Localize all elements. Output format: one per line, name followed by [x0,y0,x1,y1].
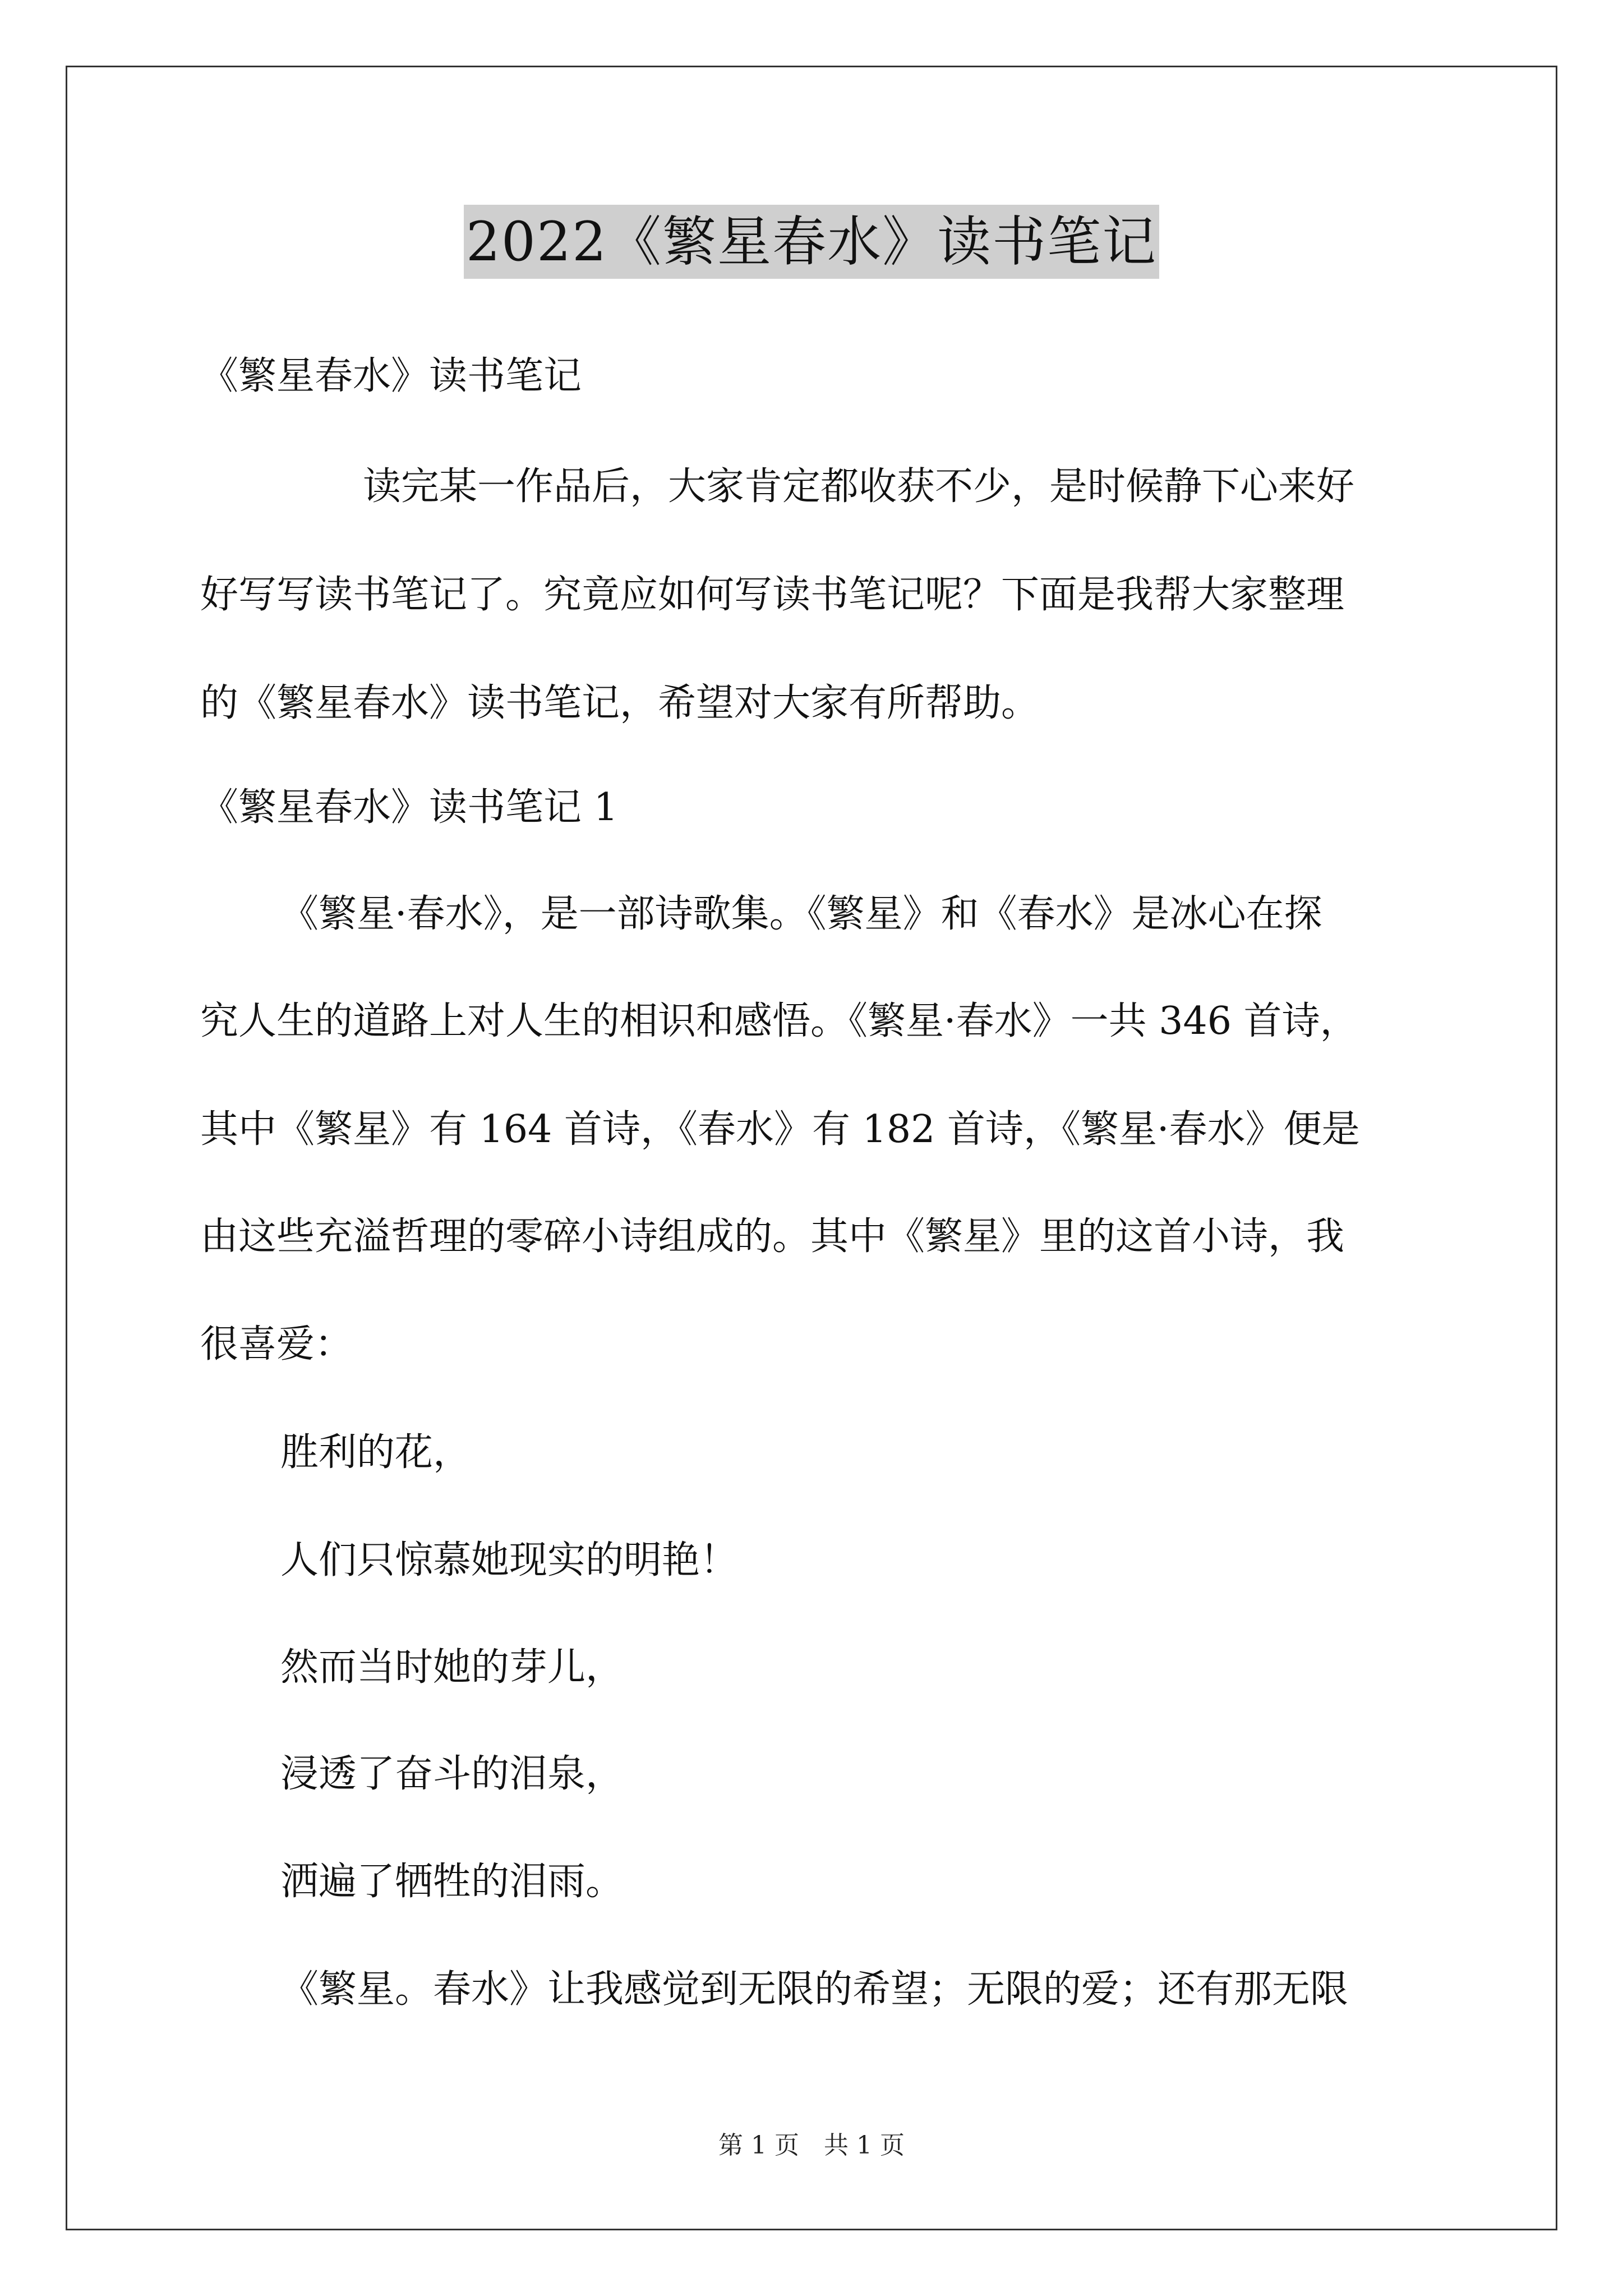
poem-line: 胜利的花， [280,1430,472,1475]
section-heading: 《繁星春水》读书笔记 1 [200,785,618,830]
paragraph-line: 《繁星·春水》，是一部诗歌集。《繁星》和《春水》是冰心在探 [280,892,1322,936]
poem-line: 洒遍了牺牲的泪雨。 [280,1860,624,1904]
intro-line: 好写写读书笔记了。究竟应如何写读书笔记呢？下面是我帮大家整理 [200,573,1345,617]
paragraph-line: 其中《繁星》有 164 首诗，《春水》有 182 首诗，《繁星·春水》便是 [200,1107,1360,1152]
intro-line: 的《繁星春水》读书笔记，希望对大家有所帮助。 [200,681,1040,725]
poem-line: 浸透了奋斗的泪泉， [280,1752,624,1796]
paragraph-line: 很喜爱： [200,1322,353,1366]
poem-line: 人们只惊慕她现实的明艳！ [280,1538,739,1582]
page-footer: 第 1 页 共 1 页 [718,2131,905,2160]
poem-line: 然而当时她的芽儿， [280,1645,624,1690]
document-title: 2022《繁星春水》读书笔记 [464,205,1159,279]
intro-line: 读完某一作品后，大家肯定都收获不少，是时候静下心来好 [363,464,1355,509]
paragraph-line: 由这些充溢哲理的零碎小诗组成的。其中《繁星》里的这首小诗，我 [200,1214,1345,1259]
title-container [0,205,1623,279]
paragraph-line: 《繁星。春水》让我感觉到无限的希望；无限的爱；还有那无限 [280,1967,1349,2012]
subtitle: 《繁星春水》读书笔记 [200,354,582,398]
paragraph-line: 究人生的道路上对人生的相识和感悟。《繁星·春水》一共 346 首诗， [200,999,1358,1043]
